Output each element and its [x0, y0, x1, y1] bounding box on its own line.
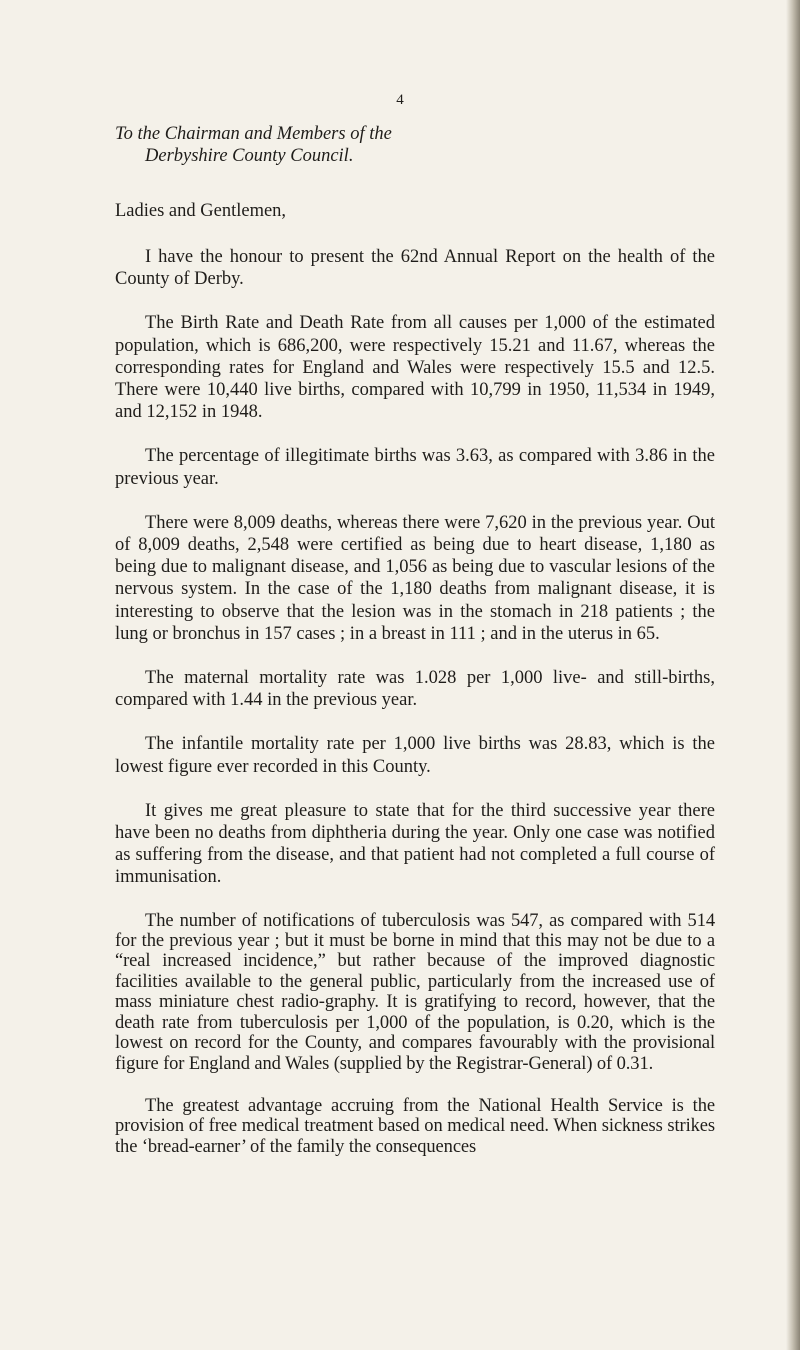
- paragraph-maternal-mortality: The maternal mortality rate was 1.028 per 1,000 live- and still-births, compared with 1.44 in the previous year.: [115, 668, 715, 711]
- paragraph-introduction: I have the honour to present the 62nd Annual Report on the health of the County of Derby.: [115, 247, 715, 290]
- address-line: Derbyshire County Council.: [145, 146, 354, 166]
- page-number: 4: [396, 92, 404, 108]
- paragraph-infantile-mortality: The infantile mortality rate per 1,000 live births was 28.83, which is the lowest figure ever recorded in this County.: [115, 734, 715, 777]
- page-edge-shadow: [786, 0, 800, 1350]
- paragraph-diphtheria: It gives me great pleasure to state that for the third successive year there have been no deaths from diphtheria during the year. Only one case was notified as suffering from the disease, and that patient had not completed a full course of immunisation.: [115, 800, 715, 888]
- paragraph-illegitimate-births: The percentage of illegitimate births was 3.63, as compared with 3.86 in the previous year.: [115, 446, 715, 489]
- greeting: Ladies and Gentlemen,: [115, 201, 287, 221]
- paragraph-national-health-service: The greatest advantage accruing from the National Health Service is the provision of free medical treatment based on medical need. When sickness strikes the ‘bread-earner’ of the family the consequences: [115, 1095, 715, 1157]
- address-line: To the Chairman and Members of the: [115, 124, 392, 144]
- paragraph-deaths: There were 8,009 deaths, whereas there were 7,620 in the previous year. Out of 8,009 deaths, 2,548 were certified as being due to heart disease, 1,180 as being due to malignant disease, and 1,056 as being due to vascular lesions of the nervous system. In the case of the 1,180 deaths from malignant disease, it is interesting to observe that the lesion was in the stomach in 218 patients ; the lung or bronchus in 157 cases ; in a breast in 111 ; and in the uterus in 65.: [115, 512, 715, 644]
- report-body: [115, 246, 715, 1179]
- address-block: [115, 123, 735, 167]
- paragraph-birth-death-rates: The Birth Rate and Death Rate from all causes per 1,000 of the estimated population, which is 686,200, were respectively 15.21 and 11.67, whereas the corresponding rates for England and Wales were respectively 15.5 and 12.5. There were 10,440 live births, compared with 10,799 in 1950, 11,534 in 1949, and 12,152 in 1948.: [115, 313, 715, 423]
- paragraph-tuberculosis: The number of notifications of tuberculosis was 547, as compared with 514 for the previous year ; but it must be borne in mind that this may not be due to a “real increased incidence,” but rather because of the improved diagnostic facilities available to the general public, particularly from the increased use of mass miniature chest radio-graphy. It is gratifying to record, however, that the death rate from tuberculosis per 1,000 of the population, is 0.20, which is the lowest on record for the County, and compares favourably with the provisional figure for England and Wales (supplied by the Registrar-General) of 0.31.: [115, 910, 715, 1074]
